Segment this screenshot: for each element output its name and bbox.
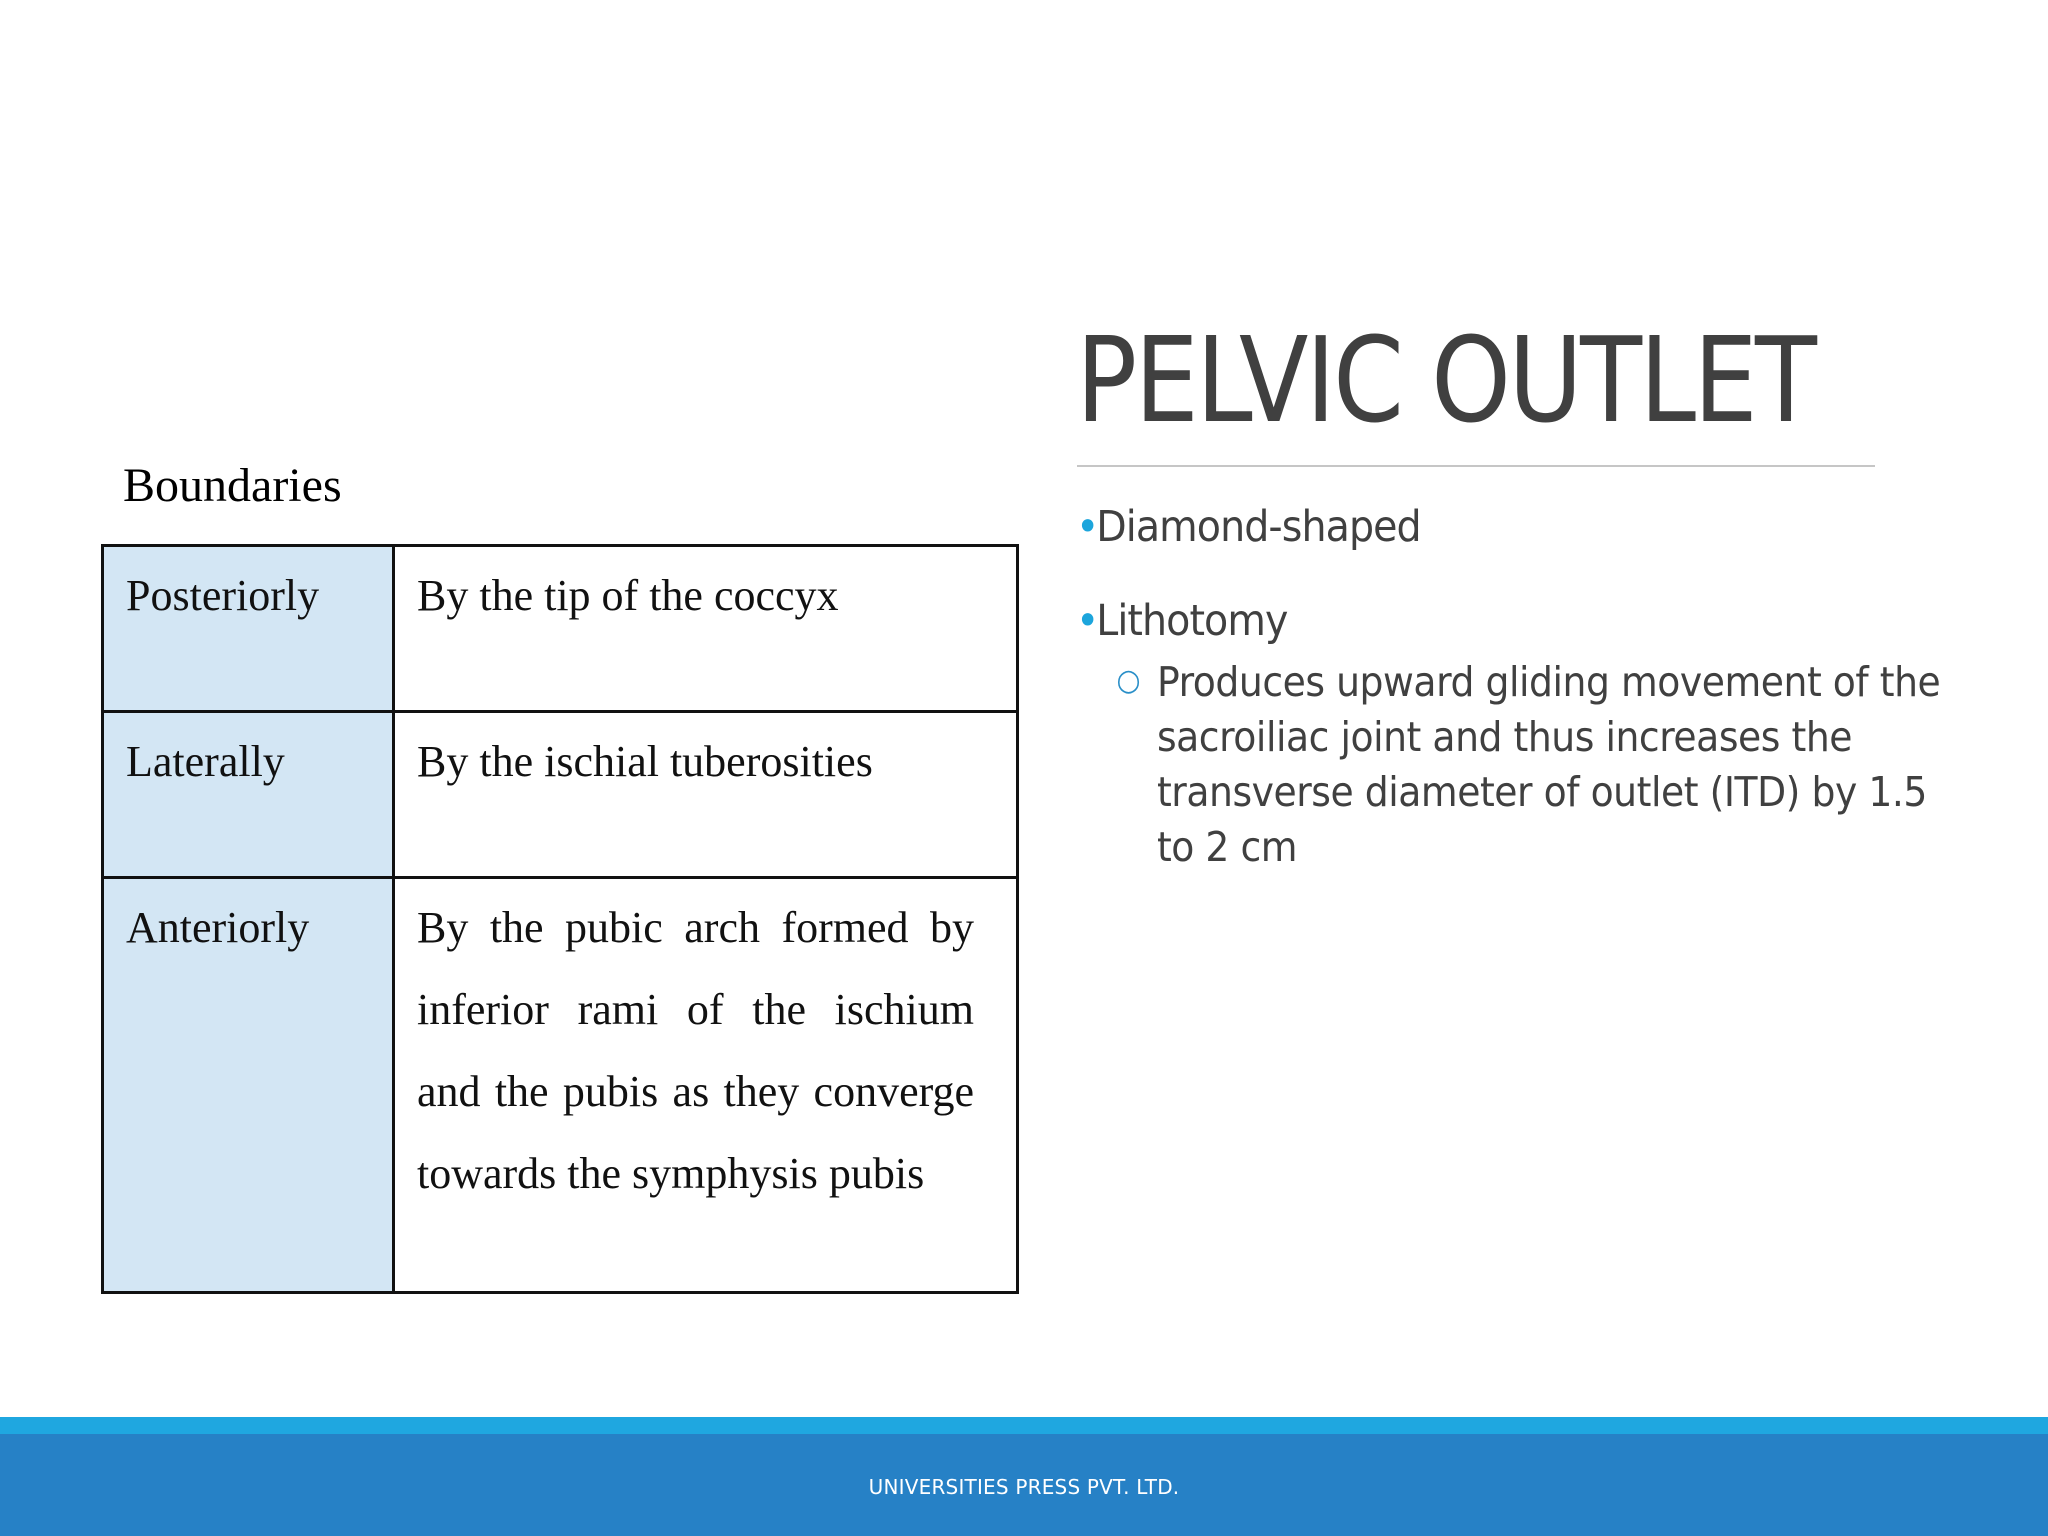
description-text: By the pubic arch formed by inferior rami of the ischium and the pubis as they converge towards the symphysis pubis [417, 903, 974, 1198]
table-row [103, 878, 1018, 1293]
table-cell-label: Anteriorly [103, 878, 394, 1293]
title-divider [1077, 465, 1875, 467]
boundaries-table [101, 544, 1019, 1294]
table-cell-description [394, 878, 1018, 1293]
slide-title: PELVIC OUTLET [1076, 311, 1815, 449]
table-cell-label: Laterally [103, 712, 394, 878]
description-text: By the tip of the coccyx [417, 571, 839, 620]
bullet-item-lithotomy [1076, 589, 1904, 653]
bullet-dot-icon: • [1076, 502, 1099, 552]
table-cell-label: Posteriorly [103, 546, 394, 712]
boundaries-heading: Boundaries [123, 459, 342, 512]
footer-publisher: UNIVERSITIES PRESS PVT. LTD. [868, 1475, 1180, 1499]
hollow-circle-bullet-icon: ○ [1116, 663, 1141, 698]
table-row [103, 712, 1018, 878]
bullet-text: Diamond-shaped [1096, 502, 1421, 552]
footer-accent-bar [0, 1417, 2048, 1434]
table-cell-description [394, 712, 1018, 878]
bullet-text: Lithotomy [1096, 596, 1288, 646]
table-row [103, 546, 1018, 712]
bullet-list [1076, 495, 1976, 875]
table-cell-description [394, 546, 1018, 712]
sub-bullet-text: Produces upward gliding movement of the sacroiliac joint and thus increases the transverse diameter of outlet (ITD) by 1.5 to 2 cm [1156, 658, 1941, 871]
bullet-item-diamond-shaped [1076, 495, 1904, 559]
description-text: By the ischial tuberosities [417, 737, 873, 786]
bullet-dot-icon: • [1076, 596, 1099, 646]
sub-bullet-item [1076, 655, 1957, 875]
